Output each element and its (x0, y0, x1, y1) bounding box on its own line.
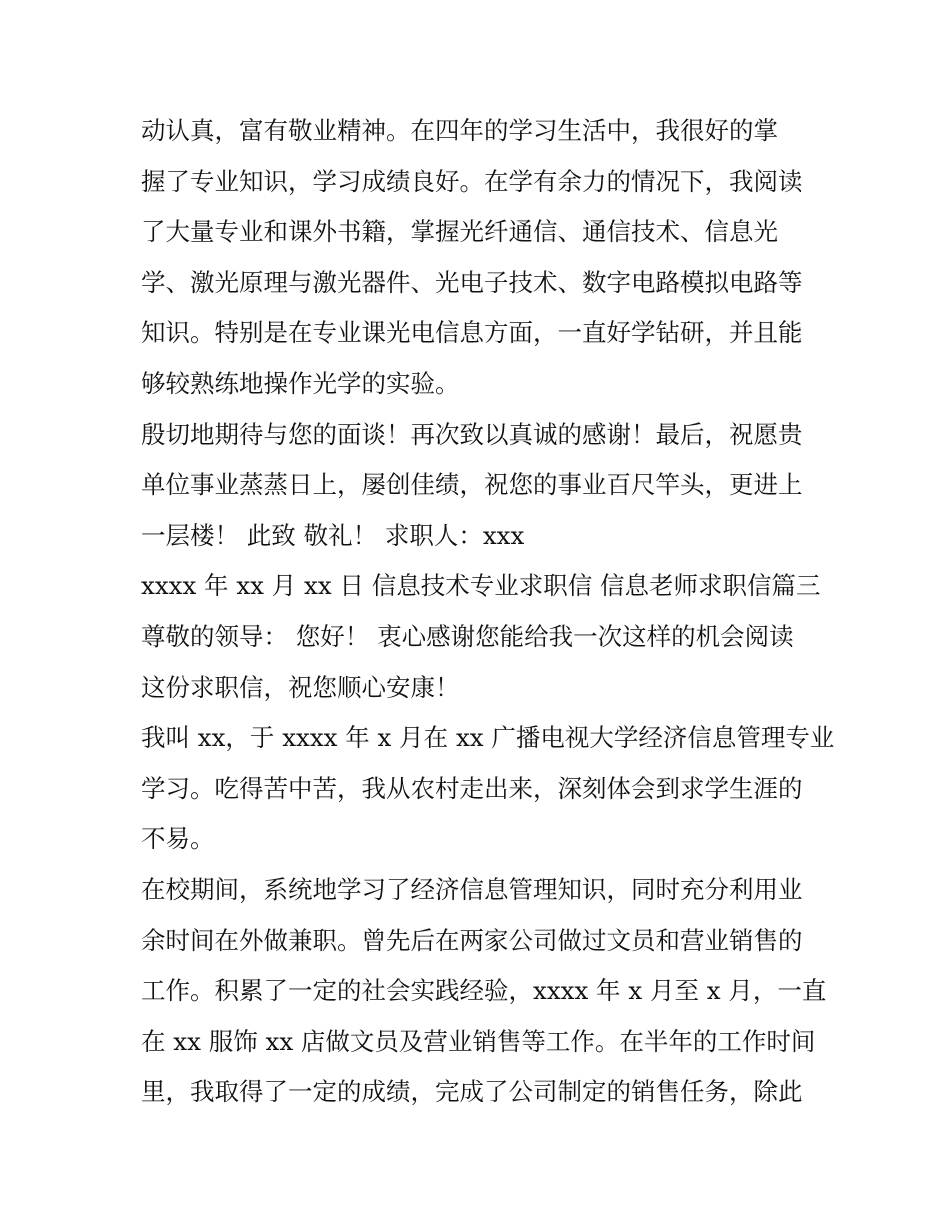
text-line: 知识。特别是在专业课光电信息方面，一直好学钻研，并且能 (141, 318, 803, 348)
text-line: xxxx 年 xx 月 xx 日 信息技术专业求职信 信息老师求职信篇三 (141, 571, 821, 601)
text-line: 余时间在外做兼职。曾先后在两家公司做过文员和营业销售的 (141, 925, 803, 955)
text-line: 在校期间，系统地学习了经济信息管理知识，同时充分利用业 (141, 874, 803, 904)
text-line: 殷切地期待与您的面谈！再次致以真诚的感谢！最后，祝愿贵 (141, 419, 803, 449)
text-line: 够较熟练地操作光学的实验。 (141, 368, 460, 398)
text-line: 握了专业知识，学习成绩良好。在学有余力的情况下，我阅读 (141, 166, 803, 196)
text-line: 单位事业蒸蒸日上，屡创佳绩，祝您的事业百尺竿头，更进上 (141, 470, 803, 500)
text-line: 里，我取得了一定的成绩，完成了公司制定的销售任务，除此 (141, 1077, 803, 1107)
text-line: 这份求职信，祝您顺心安康！ (141, 672, 460, 702)
text-line: 尊敬的领导： 您好！ 衷心感谢您能给我一次这样的机会阅读 (141, 621, 794, 651)
document-body (141, 106, 835, 1118)
text-line: 不易。 (141, 824, 215, 854)
text-line: 学、激光原理与激光器件、光电子技术、数字电路模拟电路等 (141, 267, 803, 297)
text-line: 了大量专业和课外书籍，掌握光纤通信、通信技术、信息光 (141, 217, 778, 247)
text-line: 学习。吃得苦中苦，我从农村走出来，深刻体会到求学生涯的 (141, 773, 803, 803)
text-line: 我叫 xx，于 xxxx 年 x 月在 xx 广播电视大学经济信息管理专业 (141, 723, 835, 753)
text-line: 动认真，富有敬业精神。在四年的学习生活中，我很好的掌 (141, 116, 778, 145)
text-line: 工作。积累了一定的社会实践经验，xxxx 年 x 月至 x 月，一直 (141, 976, 827, 1006)
text-line: 一层楼！ 此致 敬礼！ 求职人：xxx (141, 520, 525, 550)
text-line: 在 xx 服饰 xx 店做文员及营业销售等工作。在半年的工作时间 (141, 1026, 816, 1056)
